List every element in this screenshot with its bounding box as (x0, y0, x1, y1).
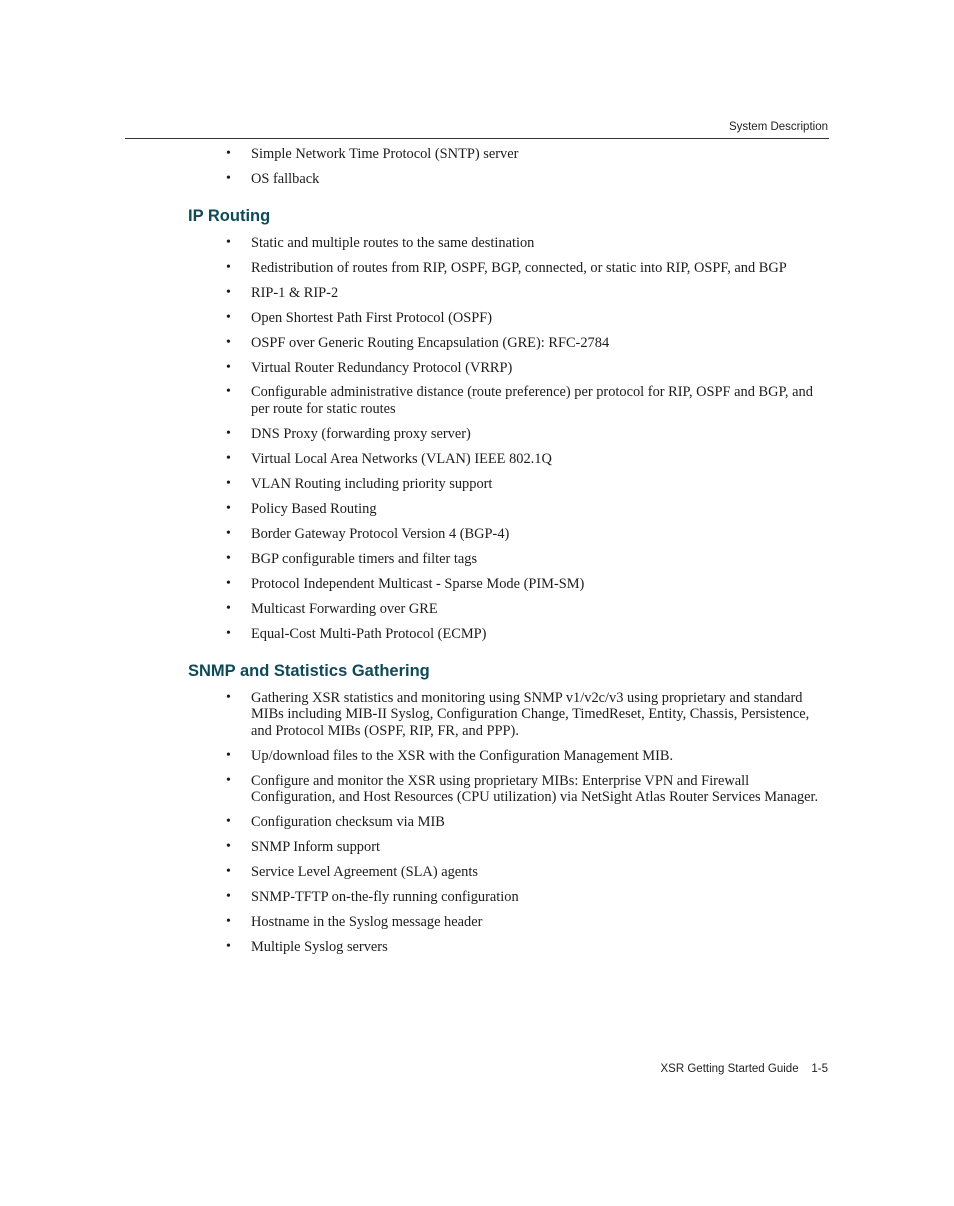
bullet-icon: • (226, 146, 231, 161)
list-item (188, 146, 833, 163)
bullet-icon: • (226, 259, 231, 275)
intro-list (188, 146, 833, 188)
bullet-icon: • (226, 384, 231, 400)
bullet-icon: • (226, 426, 231, 442)
list-item-text: Equal-Cost Multi-Path Protocol (ECMP) (251, 625, 487, 642)
list-item (188, 335, 833, 352)
bullet-icon: • (226, 939, 231, 955)
list-item (188, 551, 833, 568)
bullet-icon: • (226, 625, 231, 641)
list-item (188, 748, 833, 765)
snmp-heading: SNMP and Statistics Gathering (188, 661, 430, 680)
bullet-icon: • (226, 575, 231, 591)
list-item-text: DNS Proxy (forwarding proxy server) (251, 426, 471, 443)
list-item (188, 939, 833, 956)
bullet-icon: • (226, 689, 231, 705)
list-item-text: Hostname in the Syslog message header (251, 914, 483, 931)
list-item (188, 626, 833, 643)
list-item-text: SNMP Inform support (251, 839, 380, 856)
bullet-icon: • (226, 451, 231, 467)
list-item (188, 601, 833, 618)
list-item-text: OS fallback (251, 170, 320, 187)
list-item (188, 839, 833, 856)
snmp-list (188, 690, 833, 956)
list-item (188, 451, 833, 468)
list-item-text: Configure and monitor the XSR using proprietary MIBs: Enterprise VPN and Firewall Configuration, and Host Resources (CPU utilization) via NetSight Atlas Router Services Manager. (251, 772, 819, 806)
bullet-icon: • (226, 334, 231, 350)
bullet-icon: • (226, 889, 231, 905)
list-item-text: Configuration checksum via MIB (251, 814, 445, 831)
list-item (188, 285, 833, 302)
running-head: System Description (728, 121, 828, 133)
bullet-icon: • (226, 234, 231, 250)
list-item-text: Multicast Forwarding over GRE (251, 600, 438, 617)
header-rule (125, 138, 829, 139)
list-item-text: Service Level Agreement (SLA) agents (251, 864, 478, 881)
list-item-text: Border Gateway Protocol Version 4 (BGP-4) (251, 526, 510, 542)
list-item (188, 914, 833, 931)
bullet-icon: • (226, 864, 231, 880)
page-content (188, 146, 833, 964)
list-item (188, 360, 833, 377)
list-item-text: Gathering XSR statistics and monitoring using SNMP v1/v2c/v3 using proprietary and standard MIBs including MIB-II Syslog, Configuration Change, TimedReset, Entity, Chassis, Persistence, and Protocol MIBs (OSPF, RIP, FR, and PPP). (251, 689, 810, 739)
list-item (188, 171, 833, 188)
list-item (188, 526, 833, 543)
list-item (188, 476, 833, 493)
list-item-text: VLAN Routing including priority support (251, 476, 493, 493)
list-item-text: Open Shortest Path First Protocol (OSPF) (251, 309, 493, 326)
list-item-text: Static and multiple routes to the same destination (251, 234, 535, 251)
bullet-icon: • (226, 501, 231, 517)
list-item-text: Protocol Independent Multicast - Sparse Mode (PIM-SM) (251, 575, 585, 592)
list-item (188, 773, 833, 806)
list-item-text: Policy Based Routing (251, 501, 377, 518)
bullet-icon: • (226, 914, 231, 930)
bullet-icon: • (226, 772, 231, 788)
list-item-text: Simple Network Time Protocol (SNTP) server (251, 146, 519, 162)
bullet-icon: • (226, 309, 231, 325)
bullet-icon: • (226, 839, 231, 855)
bullet-icon: • (226, 284, 231, 300)
list-item (188, 889, 833, 906)
ip-routing-list (188, 235, 833, 643)
list-item (188, 501, 833, 518)
list-item (188, 384, 833, 417)
list-item-text: Virtual Local Area Networks (VLAN) IEEE 802.1Q (251, 451, 552, 468)
bullet-icon: • (226, 600, 231, 616)
bullet-icon: • (226, 550, 231, 566)
list-item (188, 260, 833, 277)
list-item-text: SNMP-TFTP on-the-fly running configuration (251, 889, 519, 906)
list-item (188, 690, 833, 740)
list-item-text: Configurable administrative distance (route preference) per protocol for RIP, OSPF and BGP, and per route for static routes (251, 384, 813, 418)
list-item-text: Multiple Syslog servers (251, 939, 388, 956)
list-item (188, 814, 833, 831)
list-item (188, 576, 833, 593)
list-item-text: Up/download files to the XSR with the Configuration Management MIB. (251, 747, 674, 764)
list-item-text: Virtual Router Redundancy Protocol (VRRP) (251, 359, 513, 376)
list-item-text: OSPF over Generic Routing Encapsulation (GRE): RFC-2784 (251, 334, 610, 351)
list-item (188, 235, 833, 252)
list-item (188, 864, 833, 881)
bullet-icon: • (226, 170, 231, 186)
list-item-text: BGP configurable timers and filter tags (251, 550, 478, 567)
page-footer: XSR Getting Started Guide 1-5 (660, 1063, 828, 1075)
list-item-text: RIP-1 & RIP-2 (251, 284, 339, 301)
list-item (188, 310, 833, 327)
bullet-icon: • (226, 747, 231, 763)
bullet-icon: • (226, 359, 231, 375)
bullet-icon: • (226, 814, 231, 830)
list-item-text: Redistribution of routes from RIP, OSPF, BGP, connected, or static into RIP, OSPF, and BGP (251, 259, 787, 276)
bullet-icon: • (226, 476, 231, 492)
bullet-icon: • (226, 526, 231, 541)
list-item (188, 426, 833, 443)
ip-routing-heading: IP Routing (188, 206, 271, 225)
